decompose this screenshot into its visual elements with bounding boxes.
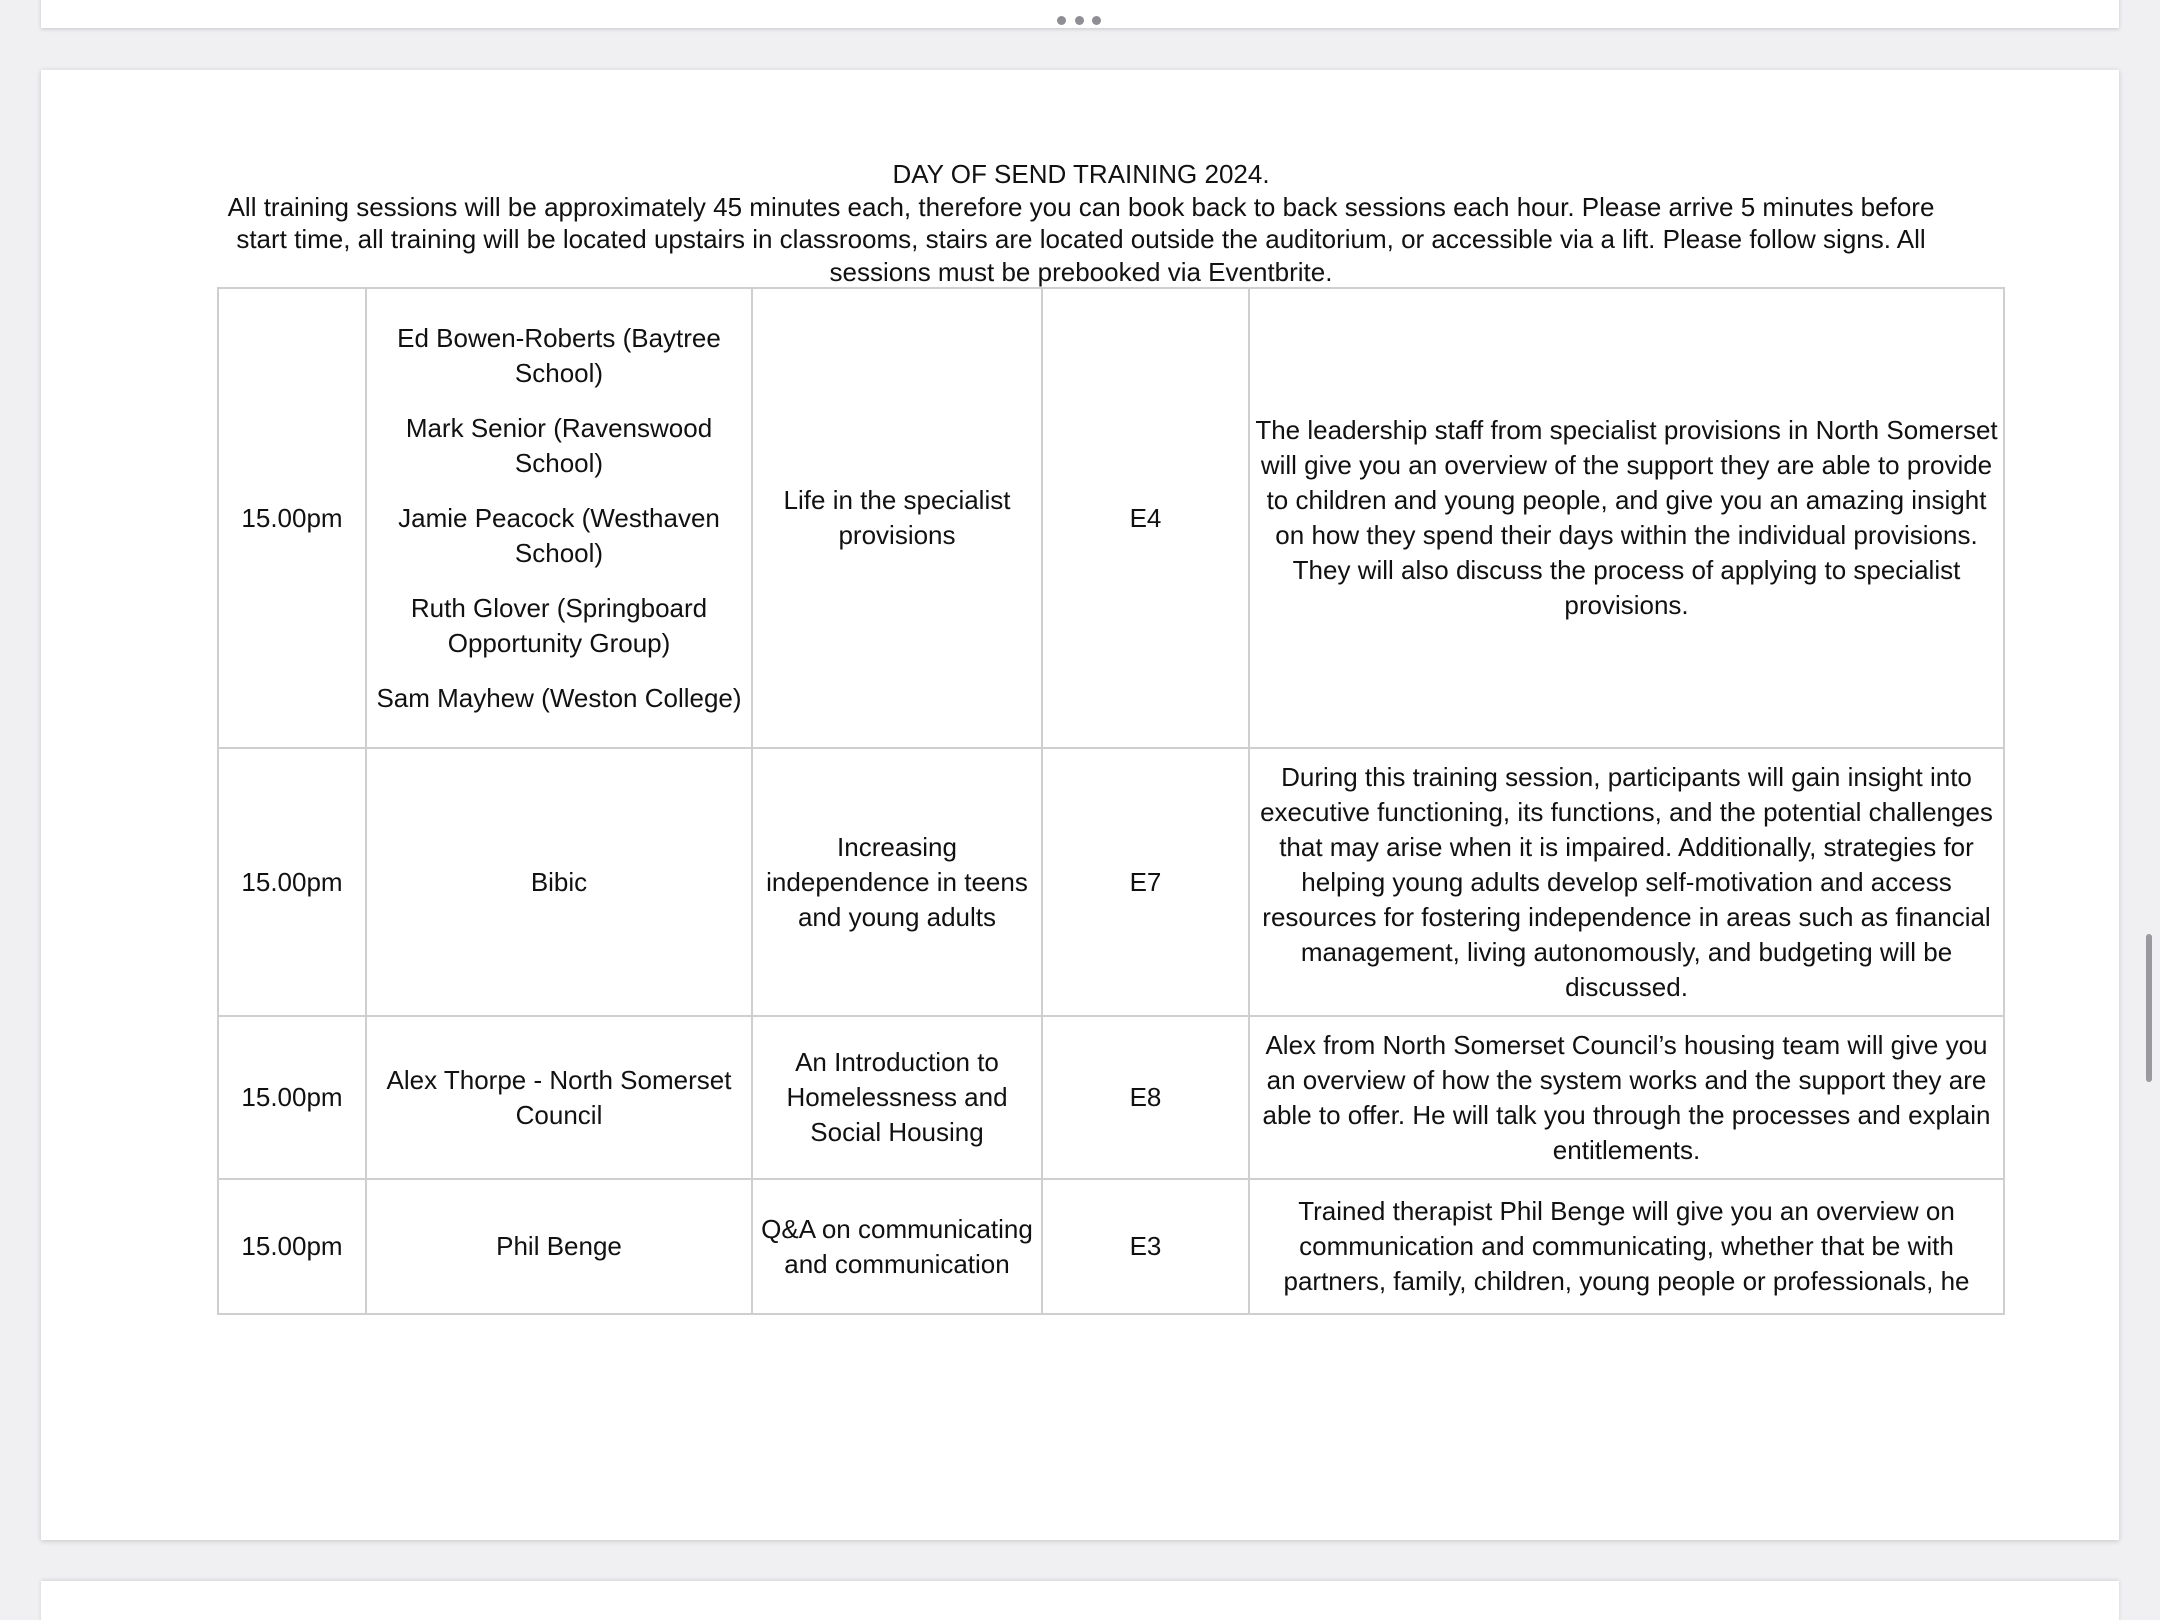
session-title: Q&A on communicating and communication: [752, 1179, 1042, 1314]
document-header: [211, 158, 1951, 288]
vertical-scrollbar[interactable]: [2146, 934, 2152, 1082]
session-speakers: [366, 1179, 752, 1314]
session-time: 15.00pm: [218, 1179, 366, 1314]
speaker-name: Mark Senior (Ravenswood School): [405, 412, 713, 478]
document-intro: All training sessions will be approximately 45 minutes each, therefore you can book back to back sessions each hour. Please arrive 5 minutes before start time, all training will be located upstairs in classrooms, stairs are located outside the auditorium, or accessible via a lift. Please follow signs. All sessions must be prebooked via Eventbrite.: [227, 191, 1935, 287]
session-title: An Introduction to Homelessness and Social Housing: [752, 1016, 1042, 1179]
session-room: E4: [1042, 288, 1249, 748]
next-page: [41, 1581, 2119, 1620]
session-speakers: [366, 288, 752, 748]
session-time: 15.00pm: [218, 1016, 366, 1179]
session-time: 15.00pm: [218, 288, 366, 748]
session-speakers: [366, 748, 752, 1016]
speaker-name: Ed Bowen-Roberts (Baytree School): [397, 322, 721, 388]
session-room: E3: [1042, 1179, 1249, 1314]
speaker-name: Sam Mayhew (Weston College): [376, 682, 742, 713]
document-title: DAY OF SEND TRAINING 2024.: [892, 159, 1270, 189]
session-speakers: [366, 1016, 752, 1179]
session-title: Life in the specialist provisions: [752, 288, 1042, 748]
session-description: During this training session, participants will gain insight into executive functioning, its functions, and the potential challenges that may arise when it is impaired. Additionally, strategies for helping young adults develop self-motivation and access resources for fostering independence in areas such as financial management, living autonomously, and budgeting will be discussed.: [1249, 748, 2004, 1016]
table-row: [218, 1016, 2004, 1179]
table-row: [218, 748, 2004, 1016]
table-row: [218, 1179, 2004, 1314]
session-room: E8: [1042, 1016, 1249, 1179]
dot: [1057, 16, 1066, 25]
training-schedule-table: [217, 287, 2005, 1315]
speaker-name: Ruth Glover (Springboard Opportunity Group): [410, 592, 708, 658]
speaker-name: Jamie Peacock (Westhaven School): [398, 502, 720, 568]
document-page: [41, 70, 2119, 1540]
table-row: [218, 288, 2004, 748]
session-room: E7: [1042, 748, 1249, 1016]
session-title: Increasing independence in teens and young adults: [752, 748, 1042, 1016]
speaker-name: Alex Thorpe - North Somerset Council: [386, 1064, 732, 1130]
speaker-name: Phil Benge: [496, 1231, 622, 1261]
session-description: Trained therapist Phil Benge will give you an overview on communication and communicating, whether that be with partners, family, children, young people or professionals, he: [1249, 1179, 2004, 1314]
more-options-icon[interactable]: [1057, 14, 1101, 26]
dot: [1075, 16, 1084, 25]
session-time: 15.00pm: [218, 748, 366, 1016]
session-description: The leadership staff from specialist provisions in North Somerset will give you an overview of the support they are able to provide to children and young people, and give you an amazing insight on how they spend their days within the individual provisions. They will also discuss the process of applying to specialist provisions.: [1249, 288, 2004, 748]
dot: [1092, 16, 1101, 25]
speaker-name: Bibic: [530, 866, 588, 897]
session-description: Alex from North Somerset Council’s housing team will give you an overview of how the system works and the support they are able to offer. He will talk you through the processes and explain entitlements.: [1249, 1016, 2004, 1179]
